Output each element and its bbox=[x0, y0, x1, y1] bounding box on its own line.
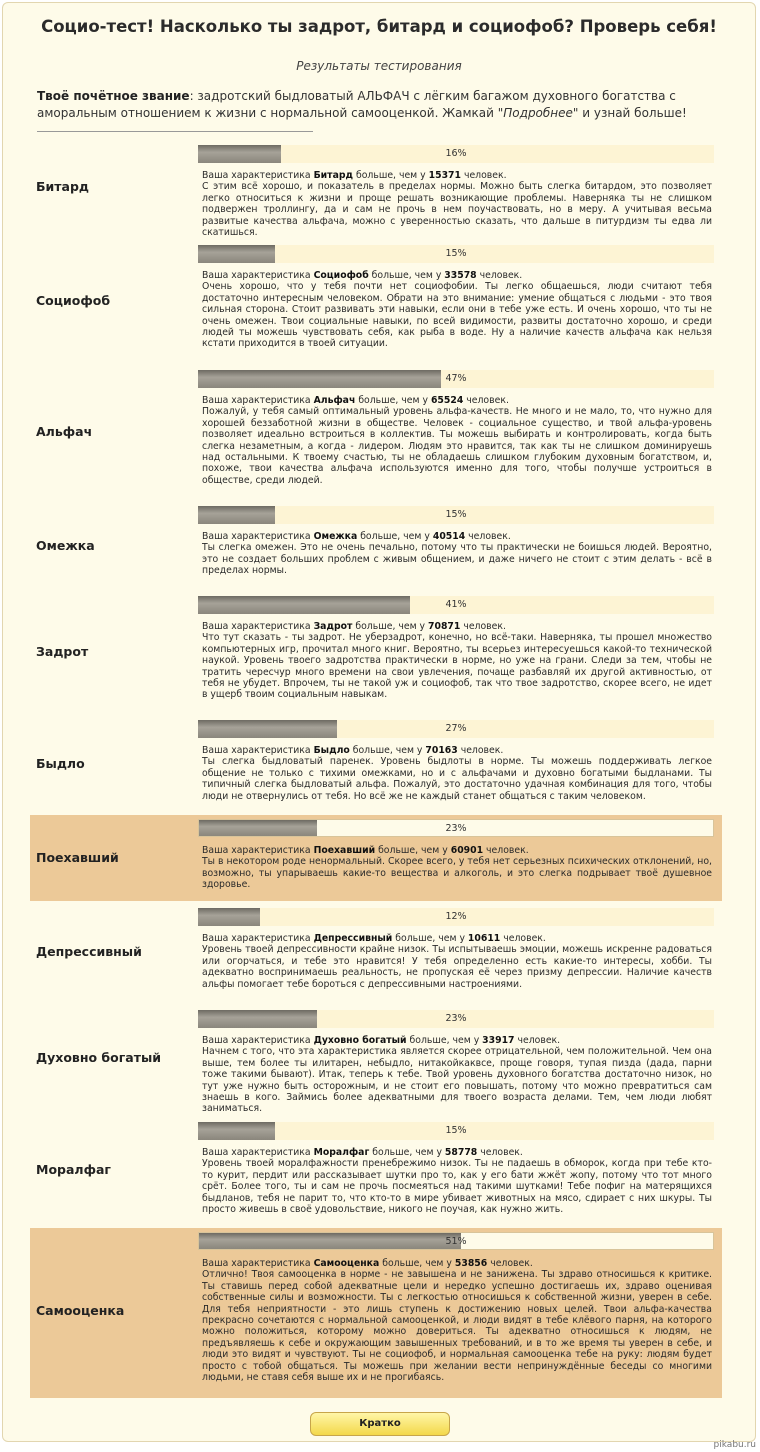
progress-percent: 15% bbox=[445, 1125, 467, 1136]
desc-prefix: Ваша характеристика bbox=[202, 745, 311, 756]
desc-suffix: человек. bbox=[468, 531, 511, 542]
desc-text: Что тут сказать - ты задрот. Не уберзадрот, конечно, но всё-таки. Наверняка, ты прошел множество компьютерных игр, прочитал много книг. Вероятно, ты всерьез интересуешься какой-то технической наукой. Уровень твоего задротства практически в норме, но уже на грани. Следи за тем, чтобы не тратить чересчур много времени на свои увлечения, почаще разбавляй их другой активностью, от тебя не убудет. Впрочем, ты не такой уж и социофоб, так что твое задротство, скорее всего, не идет в ущерб твоим социальным навыкам. bbox=[202, 632, 712, 701]
desc-middle: больше, чем у bbox=[371, 270, 442, 281]
progress-percent: 41% bbox=[445, 599, 467, 610]
desc-count: 53856 bbox=[454, 1258, 488, 1269]
trait-description bbox=[202, 1035, 712, 1115]
desc-trait-name: Быдло bbox=[313, 745, 350, 756]
trait-description bbox=[202, 395, 712, 486]
desc-middle: больше, чем у bbox=[355, 621, 426, 632]
desc-prefix: Ваша характеристика bbox=[202, 270, 311, 281]
trait-name: Омежка bbox=[36, 538, 95, 553]
desc-middle: больше, чем у bbox=[409, 1035, 480, 1046]
trait-section bbox=[30, 1120, 722, 1224]
desc-text: Ты слегка омежен. Это не очень печально, потому что ты практически не боишься людей. Вероятно, это не создает больших проблем с живым общением, и даже ничего не стоит с этим делать - всё в пределах нормы. bbox=[202, 542, 712, 577]
desc-text: Очень хорошо, что у тебя почти нет социофобии. Ты легко общаешься, люди считают тебя достаточно интересным человеком. Обрати на это внимание: умение общаться с людьми - это твоя сильная сторона. Стоит развивать эти навыки, если они в тебе уже есть. И очень хорошо, что ты не очень омежен. Твои социальные навыки, по всей видимости, развиты достаточно хорошо, и среди людей ты можешь чувствовать себя, как рыба в воде. Ну а наличие качеств альфача как нельзя кстати приходится в твоей ситуации. bbox=[202, 281, 712, 350]
progress-bar bbox=[198, 1232, 714, 1250]
trait-description bbox=[202, 1258, 712, 1383]
watermark: pikabu.ru bbox=[713, 1440, 756, 1450]
desc-count: 33917 bbox=[482, 1035, 515, 1046]
trait-section bbox=[30, 906, 722, 1002]
progress-bar bbox=[198, 1010, 714, 1028]
trait-description bbox=[202, 270, 712, 350]
desc-trait-name: Моралфаг bbox=[313, 1147, 370, 1158]
desc-trait-name: Депрессивный bbox=[313, 933, 393, 944]
desc-prefix: Ваша характеристика bbox=[202, 1147, 311, 1158]
desc-trait-name: Задрот bbox=[313, 621, 353, 632]
desc-suffix: человек. bbox=[486, 845, 529, 856]
trait-section bbox=[30, 1228, 722, 1398]
progress-bar bbox=[198, 245, 714, 263]
desc-suffix: человек. bbox=[466, 395, 509, 406]
desc-count: 58778 bbox=[444, 1147, 478, 1158]
trait-section bbox=[30, 718, 722, 810]
desc-count: 60901 bbox=[450, 845, 484, 856]
desc-middle: больше, чем у bbox=[355, 170, 426, 181]
progress-bar bbox=[198, 506, 714, 524]
desc-text: Отлично! Твоя самооценка в норме - не завышена и не занижена. Ты здраво относишься к критике. Ты ставишь перед собой адекватные цели и нередко успешно достигаешь их, здраво оценивая собственные силы и возможности. Ты с легкостью относишься к собственной жизни, уверен в себе. Для тебя неприятности - это лишь ступень к достижению новых целей. Твои альфа-качества прекрасно сочетаются с нормальной самооценкой, и люди видят в тебе клёвого парня, на которого можно положиться, которому можно довериться. Ты адекватно относишься к людям, не предъявляешь к себе и окружающим завышенных требований, и в то же время ты уверен в себе, и люди это видят и чувствуют. Ты не социофоб, и нормальная самооценка тебе на руку: людям будет просто с тобой общаться. Ты можешь при желании вести непринуждённые беседы со многими людьми, не ставя себя выше их и не прогибаясь. bbox=[202, 1269, 712, 1384]
trait-name: Социофоб bbox=[36, 293, 111, 308]
desc-middle: больше, чем у bbox=[360, 531, 430, 542]
progress-bar bbox=[198, 720, 714, 738]
progress-percent: 15% bbox=[445, 248, 467, 259]
trait-description bbox=[202, 1147, 712, 1215]
trait-section bbox=[30, 143, 722, 239]
desc-trait-name: Битард bbox=[313, 170, 354, 181]
page-title: Социо-тест! Насколько ты задрот, битард и социофоб? Проверь себя! bbox=[41, 17, 717, 36]
desc-text: Уровень твоей депрессивности крайне низок. Ты испытываешь эмоции, можешь искренне радоваться или огорчаться, и тебе это нравится! У тебя определенно есть какие-то интересы, хобби. Ты адекватно воспринимаешь реальность, не пропуская её через призму депрессии. Наличие качеств альфы помогает тебе бороться с депрессивными настроениями. bbox=[202, 944, 712, 990]
desc-suffix: человек. bbox=[463, 170, 507, 181]
progress-bar bbox=[198, 145, 714, 163]
desc-suffix: человек. bbox=[490, 1258, 533, 1269]
progress-bar bbox=[198, 908, 714, 926]
desc-text: Ты в некотором роде ненормальный. Скорее всего, у тебя нет серьезных психических отклонений, но, возможно, ты упарываешь какие-то вещества и алкоголь, и это слегка подрывает твоё душевное здоровье. bbox=[202, 856, 712, 891]
trait-name: Духовно богатый bbox=[36, 1050, 162, 1065]
rank-text-b: " и узнай больше! bbox=[572, 106, 687, 120]
desc-trait-name: Альфач bbox=[313, 395, 356, 406]
progress-percent: 51% bbox=[445, 1236, 467, 1247]
desc-prefix: Ваша характеристика bbox=[202, 531, 311, 542]
progress-bar bbox=[198, 370, 714, 388]
progress-percent: 15% bbox=[445, 509, 467, 520]
desc-suffix: человек. bbox=[503, 933, 546, 944]
trait-name: Задрот bbox=[36, 644, 89, 659]
desc-trait-name: Омежка bbox=[313, 531, 358, 542]
progress-percent: 12% bbox=[445, 911, 467, 922]
desc-suffix: человек. bbox=[517, 1035, 561, 1046]
desc-middle: больше, чем у bbox=[395, 933, 465, 944]
desc-text: Ты слегка быдловатый паренек. Уровень быдлоты в норме. Ты можешь поддерживать легкое общение не только с тихими омежками, но и с альфачами и духовно богатыми быдланами. Ты типичный слегка быдловатый альфа. Пожалуй, это достаточно удачная комбинация для того, чтобы люди не отвернулись от тебя. Но всё же не каждый станет общаться с таким человеком. bbox=[202, 756, 712, 802]
details-link[interactable]: Подробнее bbox=[503, 106, 573, 120]
trait-section bbox=[30, 243, 722, 360]
desc-prefix: Ваша характеристика bbox=[202, 845, 311, 856]
trait-section bbox=[30, 594, 722, 710]
rank-text-a: : задротский быдловатый АЛЬФАЧ с лёгким багажом духовного богатства с аморальным отношением к жизни с нормальной самооценкой. Жамкай " bbox=[37, 89, 676, 120]
desc-count: 65524 bbox=[430, 395, 464, 406]
trait-name: Битард bbox=[36, 179, 90, 194]
trait-description bbox=[202, 745, 712, 802]
trait-section bbox=[30, 1008, 722, 1115]
desc-prefix: Ваша характеристика bbox=[202, 933, 311, 944]
desc-count: 70871 bbox=[428, 621, 461, 632]
desc-text: Начнем с того, что эта характеристика является скорее отрицательной, чем положительной. Чем она выше, тем более ты илитарен, небыдло, нитакойкаквсе, проще говоря, тупая пизда (дада, парни тоже такими бывают). Итак, теперь к тебе. Твой уровень духовного богатства достаточно низок, но тут уже нужно быть осторожным, и не стоит его повышать, потому что можно превратиться сам знаешь в кого. Займись более адекватными для твоего возраста делами. Тем, чем люди любят заниматься. bbox=[202, 1046, 712, 1115]
progress-percent: 47% bbox=[445, 373, 467, 384]
trait-section bbox=[30, 815, 722, 901]
progress-percent: 23% bbox=[445, 1013, 467, 1024]
short-button[interactable]: Кратко bbox=[310, 1412, 450, 1436]
desc-trait-name: Социофоб bbox=[313, 270, 369, 281]
desc-suffix: человек. bbox=[463, 621, 506, 632]
desc-trait-name: Самооценка bbox=[313, 1258, 380, 1269]
desc-text: С этим всё хорошо, и показатель в пределах нормы. Можно быть слегка битардом, это позволяет легко относиться к жизни и проще решать возникающие проблемы. Наверняка ты не слишком подвержен троллингу, да и сам не прочь в нем поучаствовать, но в меру. А учитывая весьма развитые качества альфача, можно с уверенностью сказать, что дальше в питурдизм ты едва ли скатишься. bbox=[202, 181, 712, 239]
desc-prefix: Ваша характеристика bbox=[202, 1258, 311, 1269]
desc-middle: больше, чем у bbox=[358, 395, 428, 406]
trait-name: Альфач bbox=[36, 424, 93, 439]
progress-percent: 16% bbox=[445, 148, 467, 159]
desc-count: 70163 bbox=[425, 745, 458, 756]
desc-text: Пожалуй, у тебя самый оптимальный уровень альфа-качеств. Не много и не мало, то, что нужно для хорошей беззаботной жизни в обществе. Человек - социальное существо, и твой альфа-уровень позволяет идеально встроиться в коллектив. Ты можешь выбирать и контролировать, когда быть слегка незаметным, а когда - лидером. Людям это нравится, так как ты не слишком доминируешь над остальными. К твоему счастью, ты не обладаешь слишком глубоким духовным богатством, и, похоже, твои качества альфача используются именно для того, чтобы получше устроиться в обществе, среди людей. bbox=[202, 406, 712, 486]
trait-description bbox=[202, 531, 712, 577]
desc-middle: больше, чем у bbox=[352, 745, 423, 756]
desc-text: Уровень твоей моралфажности пренебрежимо низок. Ты не падаешь в обморок, когда при тебе кто-то курит, пердит или рассказывает шутки про то, как у его бати жжёт жопу, потому что тот много срёт. Более того, ты и сам не прочь посмеяться над такими шутками! Тебе пофиг на матерящихся быдланов, тебя не парит то, что кто-то в мире убивает животных на мясо, сдирает с них шкуры. Ты просто живешь в своё удовольствие, никого не поучая, как нужно жить. bbox=[202, 1158, 712, 1216]
desc-count: 15371 bbox=[428, 170, 461, 181]
desc-prefix: Ваша характеристика bbox=[202, 170, 311, 181]
desc-count: 40514 bbox=[432, 531, 466, 542]
trait-name: Депрессивный bbox=[36, 944, 142, 959]
trait-section bbox=[30, 504, 722, 586]
trait-section bbox=[30, 368, 722, 496]
page-subtitle: Результаты тестирования bbox=[296, 59, 462, 73]
desc-middle: больше, чем у bbox=[378, 845, 448, 856]
trait-name: Самооценка bbox=[36, 1303, 125, 1318]
rank-label: Твоё почётное звание bbox=[37, 89, 190, 103]
progress-bar bbox=[198, 819, 714, 837]
desc-suffix: человек. bbox=[479, 270, 523, 281]
desc-count: 33578 bbox=[444, 270, 477, 281]
desc-suffix: человек. bbox=[460, 745, 504, 756]
progress-percent: 23% bbox=[445, 823, 467, 834]
progress-bar bbox=[198, 1122, 714, 1140]
rank-divider bbox=[37, 131, 313, 132]
trait-description bbox=[202, 933, 712, 990]
trait-name: Моралфаг bbox=[36, 1162, 111, 1177]
desc-middle: больше, чем у bbox=[382, 1258, 452, 1269]
desc-suffix: человек. bbox=[480, 1147, 523, 1158]
desc-trait-name: Поехавший bbox=[313, 845, 376, 856]
trait-description bbox=[202, 621, 712, 701]
desc-count: 10611 bbox=[467, 933, 501, 944]
desc-prefix: Ваша характеристика bbox=[202, 395, 311, 406]
desc-middle: больше, чем у bbox=[372, 1147, 442, 1158]
desc-prefix: Ваша характеристика bbox=[202, 621, 311, 632]
trait-description bbox=[202, 170, 712, 238]
trait-name: Поехавший bbox=[36, 850, 119, 865]
progress-bar bbox=[198, 596, 714, 614]
trait-description bbox=[202, 845, 712, 891]
trait-name: Быдло bbox=[36, 756, 85, 771]
desc-prefix: Ваша характеристика bbox=[202, 1035, 311, 1046]
rank-summary bbox=[37, 88, 717, 122]
desc-trait-name: Духовно богатый bbox=[313, 1035, 407, 1046]
progress-percent: 27% bbox=[445, 723, 467, 734]
